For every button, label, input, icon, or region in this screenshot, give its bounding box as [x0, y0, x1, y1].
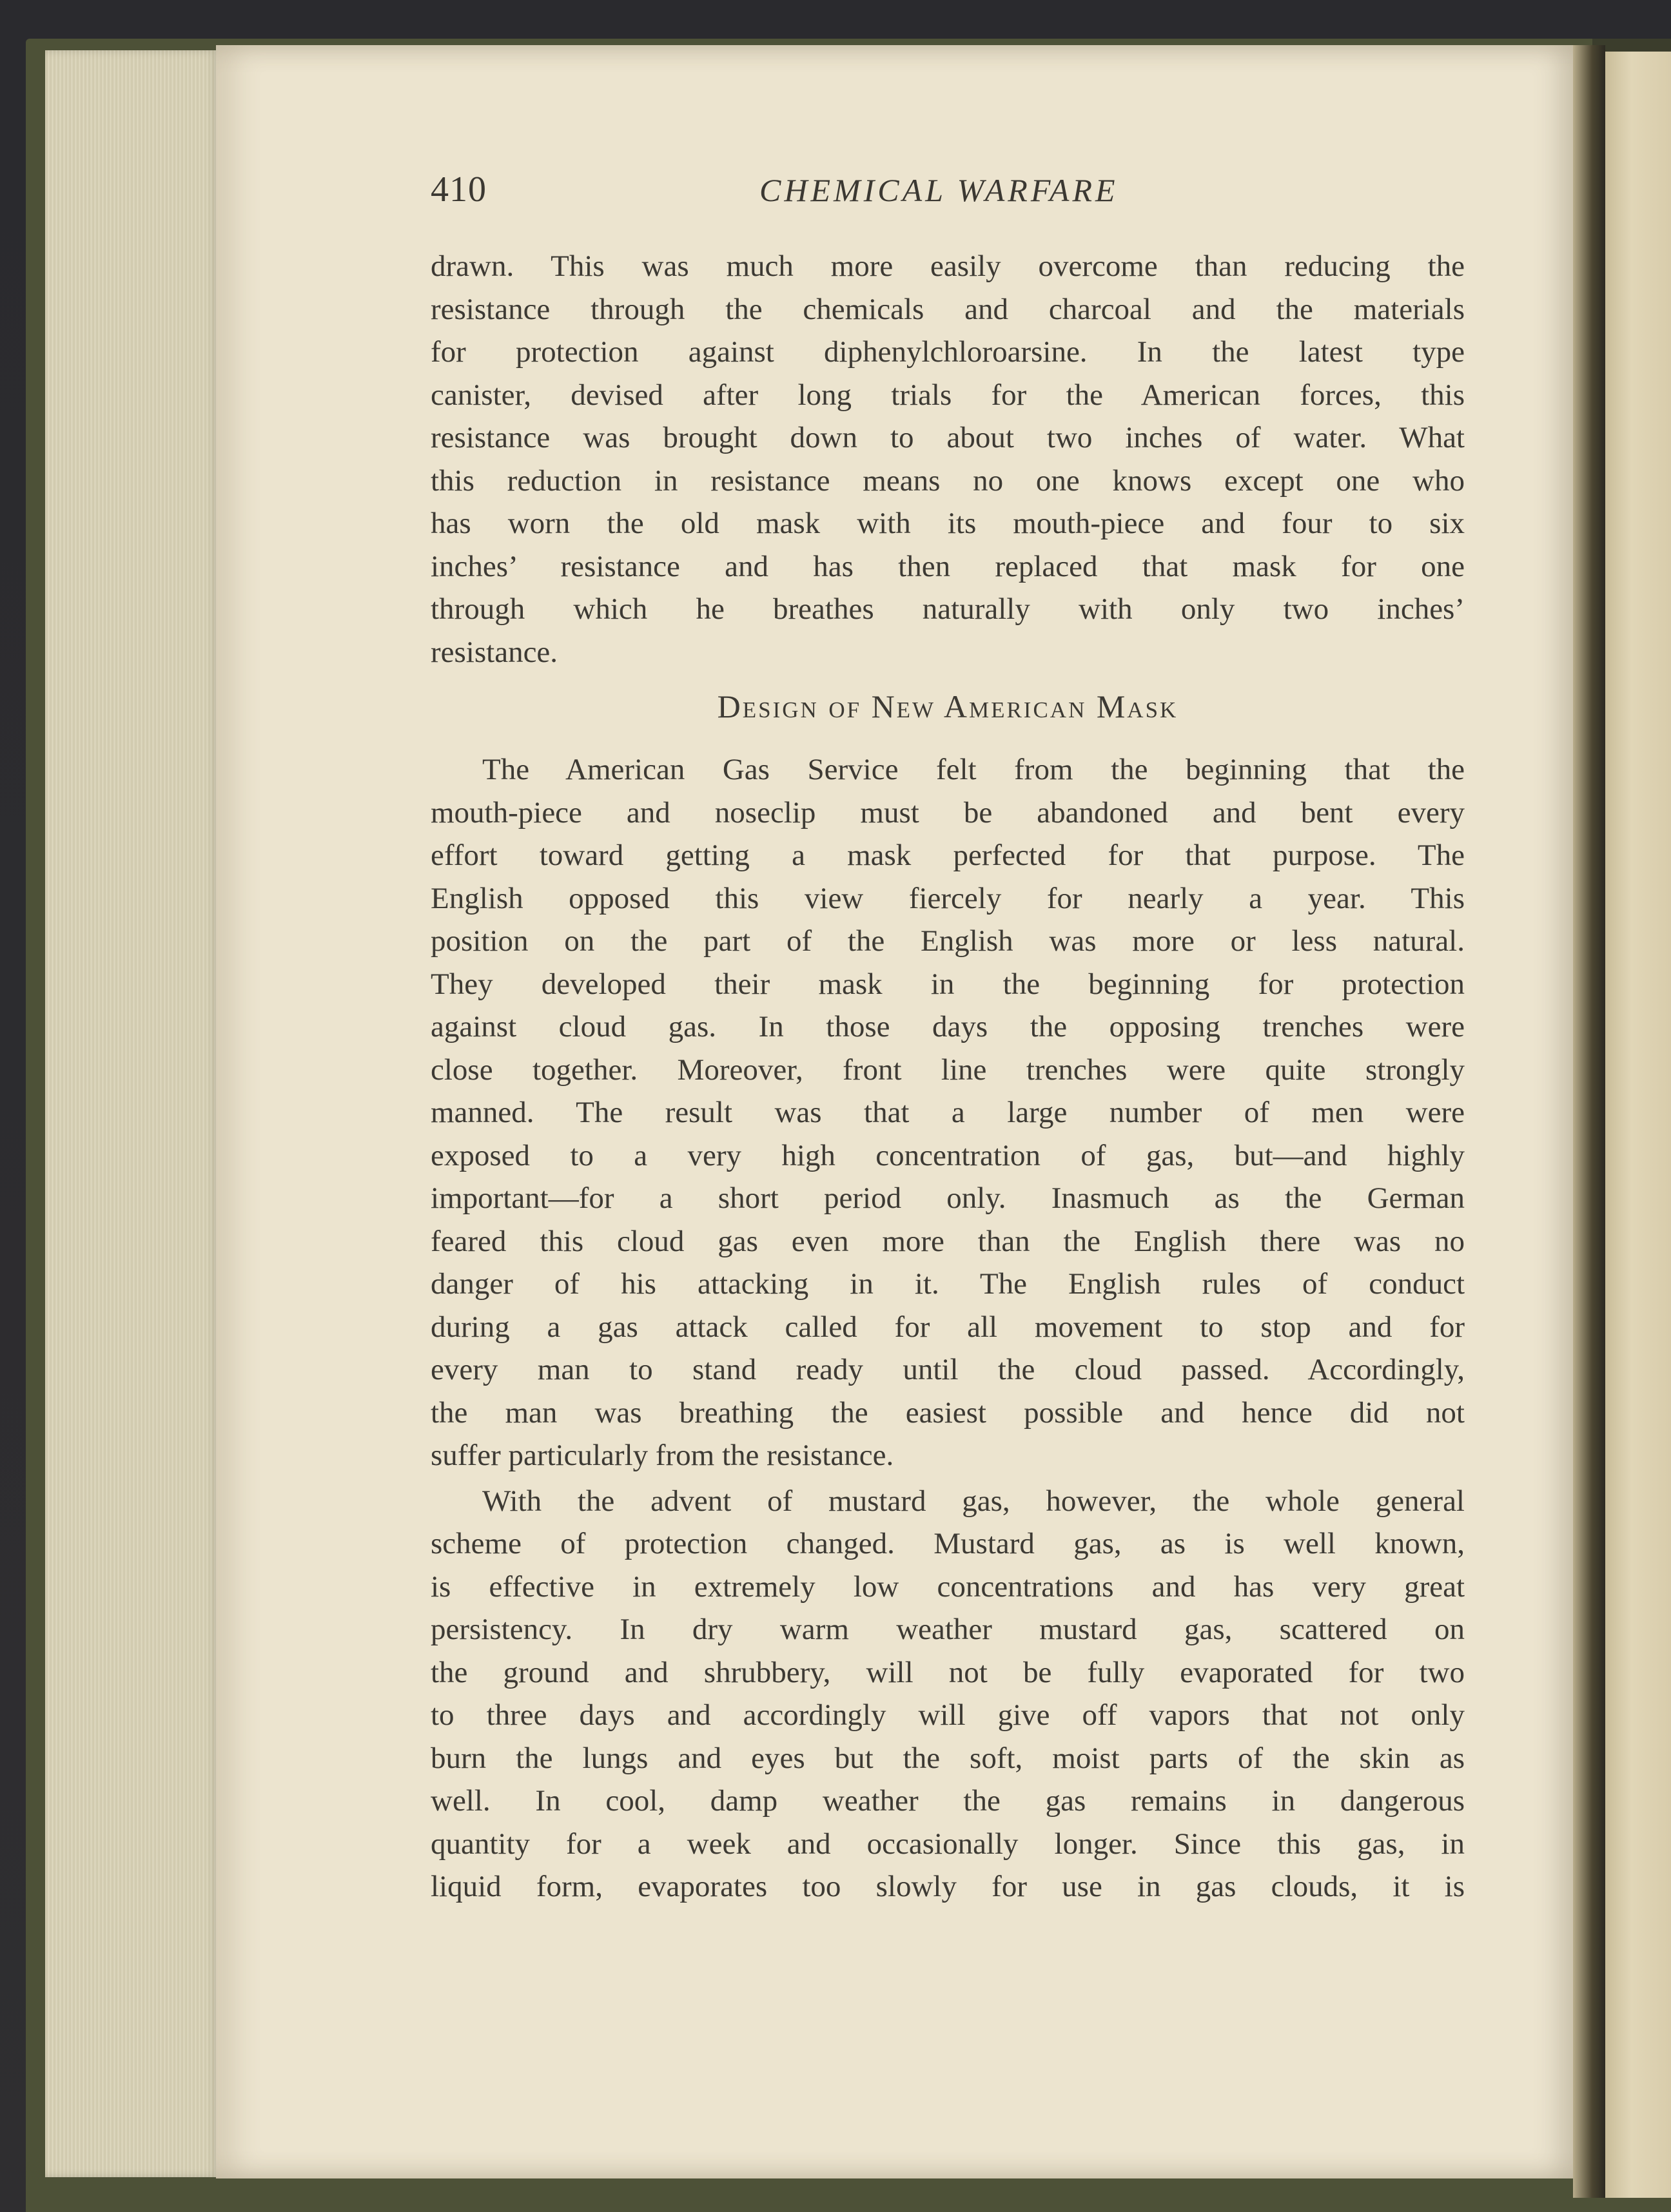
text-line: The American Gas Service felt from the beginning that the [482, 753, 1465, 786]
text-line: inches’ resistance and has then replaced that mask for one [431, 549, 1465, 583]
text-line: resistance through the chemicals and charcoal and the materials [431, 292, 1465, 326]
text-line: resistance. [431, 635, 558, 669]
text-line: scheme of protection changed. Mustard gas, as is well known, [431, 1527, 1465, 1560]
text-line: to three days and accordingly will give off vapors that not only [431, 1698, 1465, 1732]
text-line: the man was breathing the easiest possible and hence did not [431, 1395, 1465, 1430]
page-edges [45, 50, 219, 2177]
text-line: against cloud gas. In those days the opposing trenches were [431, 1010, 1465, 1043]
text-line: is effective in extremely low concentrations and has very great [431, 1569, 1465, 1604]
text-line: quantity for a week and occasionally longer. Since this gas, in [431, 1827, 1465, 1861]
text-line: English opposed this view fiercely for nearly a year. This [431, 881, 1465, 915]
running-title: CHEMICAL WARFARE [759, 172, 1119, 208]
text-line: during a gas attack called for all movement to stop and for [431, 1310, 1465, 1344]
text-line: manned. The result was that a large number of men were [431, 1096, 1465, 1129]
page-gutter [1573, 45, 1605, 2198]
text-line: exposed to a very high concentration of gas, but—and highly [431, 1138, 1465, 1172]
text-line: They developed their mask in the beginning for protection [431, 967, 1465, 1001]
text-line: persistency. In dry warm weather mustard gas, scattered on [431, 1613, 1465, 1646]
section-heading: Design of New American Mask [717, 688, 1178, 724]
text-line: feared this cloud gas even more than the English there was no [431, 1224, 1465, 1258]
text-line: close together. Moreover, front line trenches were quite strongly [431, 1053, 1465, 1087]
text-line: has worn the old mask with its mouth-piece and four to six [431, 507, 1465, 540]
running-head [431, 169, 1475, 220]
text-line: the ground and shrubbery, will not be fully evaporated for two [431, 1655, 1465, 1689]
text-line: this reduction in resistance means no one knows except one who [431, 463, 1465, 498]
text-line: burn the lungs and eyes but the soft, moist parts of the skin as [431, 1741, 1465, 1775]
text-line: drawn. This was much more easily overcome than reducing the [431, 249, 1465, 283]
text-line: for protection against diphenylchloroarsine. In the latest type [431, 335, 1465, 369]
text-line: well. In cool, damp weather the gas remains in dangerous [431, 1784, 1465, 1818]
text-line: With the advent of mustard gas, however, the whole general [482, 1484, 1465, 1518]
body-text [431, 245, 1465, 1908]
text-line: resistance was brought down to about two inches of water. What [431, 421, 1465, 454]
text-line: position on the part of the English was more or less natural. [431, 924, 1465, 958]
text-line: important—for a short period only. Inasmuch as the German [431, 1181, 1465, 1215]
text-line: canister, devised after long trials for the American forces, this [431, 378, 1465, 412]
paragraph-2 [431, 748, 1465, 1477]
text-line: danger of his attacking in it. The English rules of conduct [431, 1267, 1465, 1301]
paragraph-1 [431, 245, 1465, 674]
paragraph-3 [431, 1480, 1465, 1908]
text-line: through which he breathes naturally with only two inches’ [431, 592, 1465, 626]
text-line: liquid form, evaporates too slowly for use in gas clouds, it is [431, 1870, 1465, 1903]
text-line: effort toward getting a mask perfected for that purpose. The [431, 839, 1465, 872]
text-line: suffer particularly from the resistance. [431, 1439, 894, 1472]
page-number: 410 [431, 170, 487, 209]
text-line: every man to stand ready until the cloud passed. Accordingly, [431, 1353, 1465, 1386]
text-line: mouth-piece and noseclip must be abandoned and bent every [431, 795, 1465, 830]
facing-page-edge [1605, 52, 1671, 2198]
